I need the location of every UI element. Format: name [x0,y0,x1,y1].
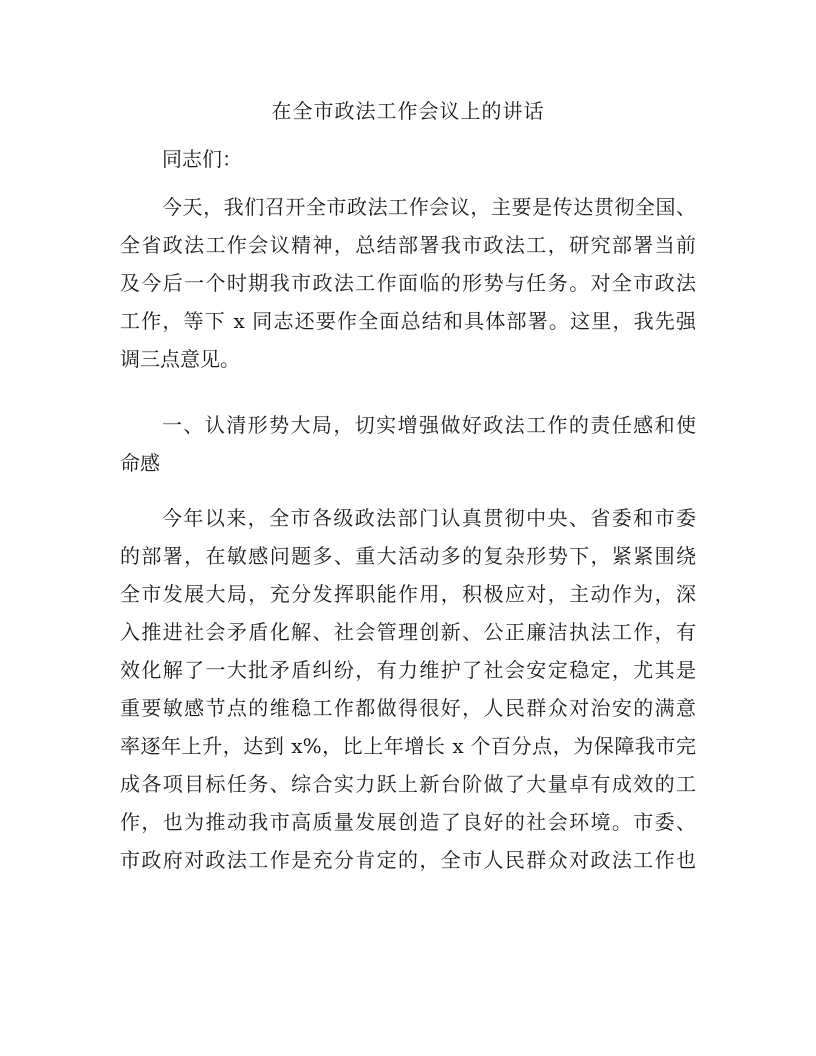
paragraph-line: 工作，等下 x 同志还要作全面总结和具体部署。这里，我先强 [120,309,696,333]
salutation-line: 同志们： [162,147,242,171]
paragraph-line: 市政府对政法工作是充分肯定的，全市人民群众对政法工作也 [120,848,696,872]
heading-line: 一、认清形势大局，切实增强做好政法工作的责任感和使 [162,413,696,437]
paragraph-line: 调三点意见。 [120,347,240,371]
paragraph-line: 全省政法工作会议精神，总结部署我市政法工，研究部署当前 [120,233,696,257]
paragraph-line: 入推进社会矛盾化解、社会管理创新、公正廉洁执法工作，有 [120,620,696,644]
paragraph-line: 重要敏感节点的维稳工作都做得很好，人民群众对治安的满意 [120,696,696,720]
body-paragraph [120,499,696,879]
salutation [120,140,696,178]
heading-line: 命感 [120,451,160,475]
paragraph-line: 率逐年上升，达到 x%，比上年增长 x 个百分点，为保障我市完 [120,734,696,758]
paragraph-line: 今年以来，全市各级政法部门认真贯彻中央、省委和市委 [162,506,696,530]
paragraph-line: 及今后一个时期我市政法工作面临的形势与任务。对全市政法 [120,271,696,295]
paragraph-line: 今天，我们召开全市政法工作会议，主要是传达贯彻全国、 [162,195,696,219]
intro-paragraph [120,188,696,378]
document-title: 在全市政法工作会议上的讲话 [271,99,545,123]
paragraph-line: 全市发展大局，充分发挥职能作用，积极应对，主动作为，深 [120,582,696,606]
paragraph-line: 作，也为推动我市高质量发展创造了良好的社会环境。市委、 [120,810,696,834]
paragraph-line: 成各项目标任务、综合实力跃上新台阶做了大量卓有成效的工 [120,772,696,796]
paragraph-line: 的部署，在敏感问题多、重大活动多的复杂形势下，紧紧围绕 [120,544,696,568]
section-heading [120,406,696,482]
paragraph-line: 效化解了一大批矛盾纠纷，有力维护了社会安定稳定，尤其是 [120,658,696,682]
